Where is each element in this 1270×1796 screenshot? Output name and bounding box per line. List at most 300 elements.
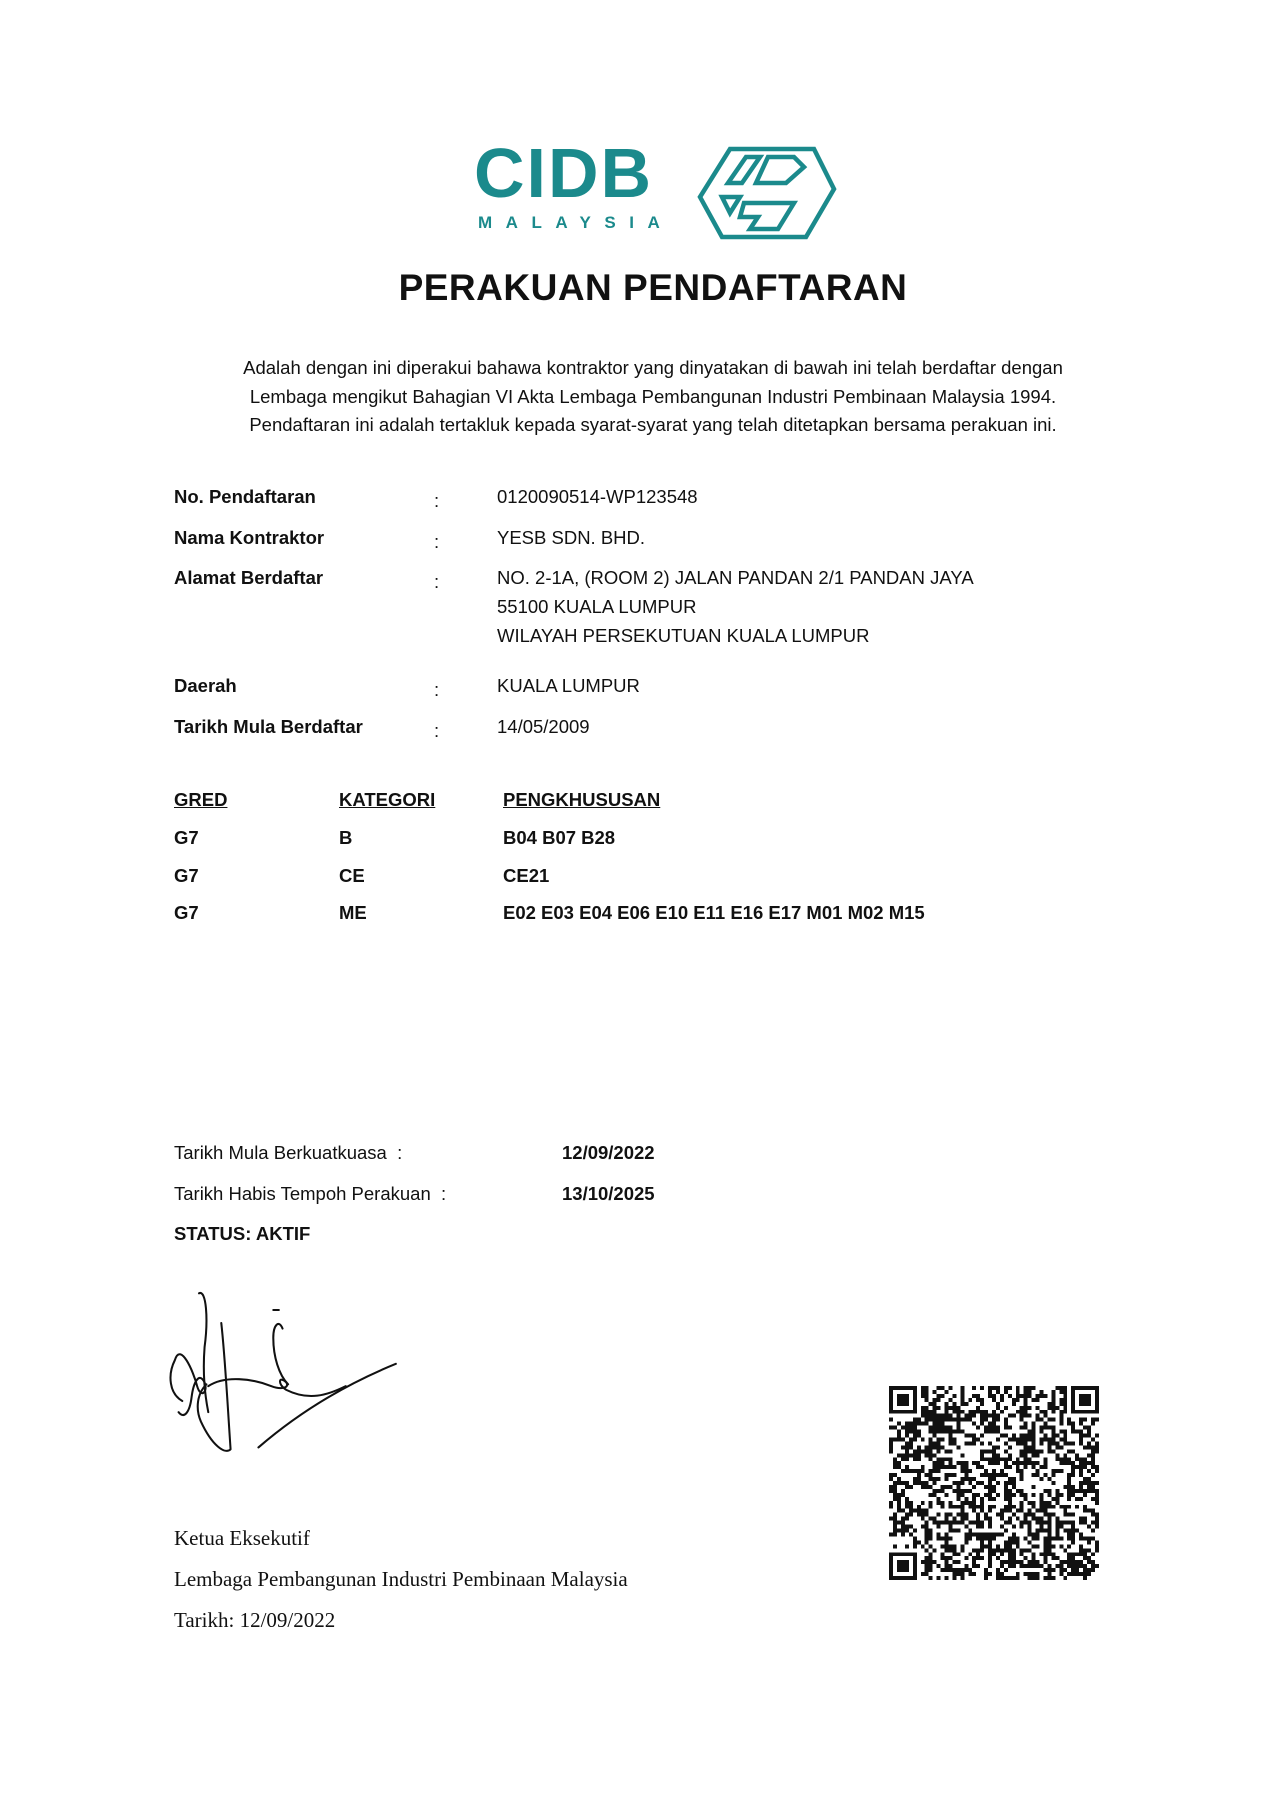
qr-module <box>937 1576 941 1580</box>
qr-module <box>933 1481 937 1485</box>
qr-module <box>945 1556 949 1560</box>
qr-module <box>976 1517 980 1521</box>
qr-module <box>901 1394 905 1398</box>
qr-module <box>976 1398 980 1402</box>
qr-module <box>913 1426 917 1430</box>
signatory-title: Ketua Eksekutif <box>174 1526 310 1550</box>
qr-module <box>897 1552 901 1556</box>
qr-module <box>988 1457 992 1461</box>
qr-module <box>1008 1497 1012 1501</box>
qr-module <box>917 1540 921 1544</box>
qr-module <box>905 1564 909 1568</box>
address-line: WILAYAH PERSEKUTUAN KUALA LUMPUR <box>497 625 870 646</box>
qr-module <box>929 1445 933 1449</box>
qr-module <box>909 1430 913 1434</box>
qr-module <box>913 1394 917 1398</box>
qr-module <box>952 1505 956 1509</box>
qr-module <box>941 1544 945 1548</box>
qr-module <box>1095 1497 1099 1501</box>
qr-module <box>945 1402 949 1406</box>
qr-module <box>941 1430 945 1434</box>
qr-module <box>992 1453 996 1457</box>
qr-module <box>913 1509 917 1513</box>
qr-module <box>897 1398 901 1402</box>
qr-module <box>897 1521 901 1525</box>
qr-module <box>1040 1390 1044 1394</box>
qr-module <box>933 1402 937 1406</box>
qr-module <box>952 1521 956 1525</box>
qr-module <box>976 1394 980 1398</box>
qr-module <box>1043 1509 1047 1513</box>
qr-module <box>1028 1548 1032 1552</box>
qr-module <box>933 1418 937 1422</box>
qr-module <box>948 1441 952 1445</box>
qr-module <box>1047 1568 1051 1572</box>
qr-module <box>968 1568 972 1572</box>
qr-module <box>897 1564 901 1568</box>
cell-kategori: B <box>339 827 353 848</box>
qr-module <box>905 1445 909 1449</box>
qr-module <box>909 1386 913 1390</box>
qr-module <box>948 1501 952 1505</box>
qr-module <box>893 1386 897 1390</box>
qr-module <box>952 1552 956 1556</box>
qr-module <box>941 1489 945 1493</box>
qr-module <box>945 1560 949 1564</box>
qr-module <box>1004 1505 1008 1509</box>
qr-module <box>893 1481 897 1485</box>
qr-module <box>1020 1509 1024 1513</box>
qr-module <box>1055 1489 1059 1493</box>
qr-module <box>921 1422 925 1426</box>
qr-module <box>889 1402 893 1406</box>
qr-module <box>1079 1386 1083 1390</box>
qr-module <box>1087 1410 1091 1414</box>
qr-module <box>988 1473 992 1477</box>
qr-module <box>1032 1560 1036 1564</box>
qr-module <box>1004 1465 1008 1469</box>
qr-module <box>1016 1544 1020 1548</box>
qr-module <box>1079 1473 1083 1477</box>
qr-module <box>1008 1505 1012 1509</box>
qr-module <box>1059 1422 1063 1426</box>
qr-module <box>917 1477 921 1481</box>
qr-module <box>1024 1434 1028 1438</box>
qr-module <box>1051 1481 1055 1485</box>
qr-module <box>1004 1426 1008 1430</box>
qr-module <box>1095 1398 1099 1402</box>
qr-module <box>1040 1521 1044 1525</box>
qr-module <box>1020 1525 1024 1529</box>
qr-module <box>901 1453 905 1457</box>
qr-module <box>960 1576 964 1580</box>
header-pengkhususan: PENGKHUSUSAN <box>503 789 661 810</box>
qr-module <box>1024 1556 1028 1560</box>
qr-module <box>905 1529 909 1533</box>
qr-module <box>1087 1441 1091 1445</box>
qr-module <box>956 1414 960 1418</box>
colon: : <box>434 571 440 592</box>
qr-module <box>956 1521 960 1525</box>
qr-module <box>1008 1457 1012 1461</box>
qr-module <box>1016 1469 1020 1473</box>
qr-module <box>996 1457 1000 1461</box>
qr-module <box>1016 1410 1020 1414</box>
qr-module <box>901 1509 905 1513</box>
qr-module <box>996 1390 1000 1394</box>
qr-module <box>1024 1461 1028 1465</box>
qr-module <box>889 1445 893 1449</box>
qr-module <box>1071 1394 1075 1398</box>
qr-module <box>1008 1489 1012 1493</box>
qr-module <box>1040 1418 1044 1422</box>
qr-module <box>1067 1560 1071 1564</box>
qr-module <box>1059 1572 1063 1576</box>
qr-module <box>925 1525 929 1529</box>
qr-module <box>1028 1564 1032 1568</box>
qr-module <box>925 1418 929 1422</box>
qr-module <box>945 1406 949 1410</box>
qr-module <box>889 1426 893 1430</box>
qr-module <box>1083 1394 1087 1398</box>
qr-module <box>937 1489 941 1493</box>
qr-module <box>901 1517 905 1521</box>
qr-module <box>1047 1544 1051 1548</box>
qr-module <box>905 1552 909 1556</box>
qr-module <box>952 1394 956 1398</box>
qr-module <box>929 1560 933 1564</box>
qr-module <box>996 1513 1000 1517</box>
qr-module <box>988 1493 992 1497</box>
qr-module <box>937 1532 941 1536</box>
qr-module <box>1067 1564 1071 1568</box>
qr-module <box>1000 1473 1004 1477</box>
qr-module <box>1063 1398 1067 1402</box>
qr-module <box>901 1469 905 1473</box>
qr-module <box>988 1505 992 1509</box>
qr-module <box>1067 1521 1071 1525</box>
qr-module <box>941 1422 945 1426</box>
qr-module <box>1063 1386 1067 1390</box>
qr-module <box>1079 1560 1083 1564</box>
cidb-logo-subtitle: MALAYSIA <box>478 213 674 232</box>
qr-module <box>1028 1394 1032 1398</box>
qr-module <box>992 1445 996 1449</box>
qr-module <box>976 1461 980 1465</box>
qr-module <box>913 1540 917 1544</box>
qr-module <box>1067 1481 1071 1485</box>
qr-module <box>1091 1457 1095 1461</box>
qr-module <box>996 1572 1000 1576</box>
qr-module <box>1024 1437 1028 1441</box>
qr-module <box>1043 1422 1047 1426</box>
qr-module <box>1016 1457 1020 1461</box>
qr-module <box>1051 1536 1055 1540</box>
qr-module <box>1043 1576 1047 1580</box>
qr-module <box>1032 1465 1036 1469</box>
qr-module <box>952 1441 956 1445</box>
qr-module <box>913 1402 917 1406</box>
qr-module <box>992 1398 996 1402</box>
qr-module <box>952 1576 956 1580</box>
qr-module <box>913 1430 917 1434</box>
qr-module <box>984 1418 988 1422</box>
qr-module <box>988 1552 992 1556</box>
qr-module <box>1087 1469 1091 1473</box>
qr-module <box>980 1497 984 1501</box>
qr-module <box>980 1457 984 1461</box>
qr-module <box>1024 1465 1028 1469</box>
qr-module <box>952 1465 956 1469</box>
registration-start-value: 14/05/2009 <box>497 716 590 737</box>
qr-module <box>933 1477 937 1481</box>
qr-module <box>1051 1513 1055 1517</box>
qr-module <box>984 1493 988 1497</box>
qr-module <box>964 1564 968 1568</box>
qr-module <box>941 1414 945 1418</box>
qr-module <box>1028 1529 1032 1533</box>
qr-module <box>925 1390 929 1394</box>
qr-module <box>1032 1461 1036 1465</box>
qr-module <box>976 1548 980 1552</box>
qr-module <box>893 1513 897 1517</box>
qr-module <box>1059 1525 1063 1529</box>
qr-module <box>952 1529 956 1533</box>
qr-module <box>1020 1560 1024 1564</box>
qr-module <box>1012 1505 1016 1509</box>
qr-module <box>1079 1532 1083 1536</box>
qr-module <box>905 1386 909 1390</box>
qr-module <box>960 1465 964 1469</box>
qr-module <box>893 1465 897 1469</box>
qr-module <box>1087 1461 1091 1465</box>
qr-module <box>1020 1410 1024 1414</box>
qr-module <box>1036 1521 1040 1525</box>
intro-line: Adalah dengan ini diperakui bahawa kontraktor yang dinyatakan di bawah ini telah berdaftar dengan <box>243 357 1063 378</box>
qr-module <box>956 1418 960 1422</box>
qr-module <box>1012 1437 1016 1441</box>
qr-module <box>1000 1560 1004 1564</box>
qr-module <box>1051 1576 1055 1580</box>
qr-module <box>1040 1441 1044 1445</box>
qr-module <box>1032 1485 1036 1489</box>
qr-module <box>933 1469 937 1473</box>
qr-module <box>984 1544 988 1548</box>
qr-module <box>1071 1449 1075 1453</box>
qr-module <box>925 1406 929 1410</box>
address-label: Alamat Berdaftar <box>174 567 324 588</box>
qr-module <box>917 1422 921 1426</box>
qr-module <box>901 1398 905 1402</box>
qr-module <box>1059 1457 1063 1461</box>
qr-module <box>1016 1576 1020 1580</box>
qr-module <box>909 1485 913 1489</box>
address-line: 55100 KUALA LUMPUR <box>497 596 697 617</box>
qr-module <box>1000 1564 1004 1568</box>
qr-module <box>937 1414 941 1418</box>
qr-module <box>941 1465 945 1469</box>
qr-module <box>976 1564 980 1568</box>
qr-module <box>1051 1437 1055 1441</box>
qr-module <box>1071 1430 1075 1434</box>
qr-module <box>968 1434 972 1438</box>
qr-module <box>933 1410 937 1414</box>
qr-module <box>937 1525 941 1529</box>
qr-module <box>1016 1390 1020 1394</box>
qr-module <box>929 1441 933 1445</box>
qr-module <box>937 1394 941 1398</box>
qr-module <box>905 1465 909 1469</box>
qr-module <box>1095 1449 1099 1453</box>
qr-module <box>1083 1517 1087 1521</box>
qr-module <box>1063 1485 1067 1489</box>
qr-module <box>1016 1465 1020 1469</box>
qr-module <box>1032 1441 1036 1445</box>
qr-module <box>1016 1560 1020 1564</box>
qr-module <box>1067 1457 1071 1461</box>
qr-module <box>1047 1513 1051 1517</box>
qr-module <box>905 1525 909 1529</box>
qr-module <box>948 1406 952 1410</box>
qr-module <box>1008 1552 1012 1556</box>
qr-module <box>909 1532 913 1536</box>
qr-module <box>1079 1398 1083 1402</box>
qr-module <box>1079 1485 1083 1489</box>
qr-module <box>937 1521 941 1525</box>
qr-module <box>1016 1517 1020 1521</box>
effective-from-label: Tarikh Mula Berkuatkuasa : <box>174 1142 403 1163</box>
qr-module <box>1091 1552 1095 1556</box>
qr-module <box>889 1437 893 1441</box>
qr-module <box>960 1394 964 1398</box>
qr-module <box>1028 1434 1032 1438</box>
qr-module <box>948 1485 952 1489</box>
qr-module <box>1063 1390 1067 1394</box>
qr-module <box>937 1465 941 1469</box>
qr-module <box>1028 1390 1032 1394</box>
qr-module <box>988 1572 992 1576</box>
qr-module <box>1000 1525 1004 1529</box>
qr-module <box>1083 1410 1087 1414</box>
qr-module <box>1020 1505 1024 1509</box>
qr-module <box>937 1497 941 1501</box>
qr-module <box>1083 1521 1087 1525</box>
qr-module <box>992 1386 996 1390</box>
qr-module <box>972 1434 976 1438</box>
qr-module <box>889 1410 893 1414</box>
qr-module <box>917 1509 921 1513</box>
qr-module <box>1040 1410 1044 1414</box>
qr-module <box>964 1532 968 1536</box>
qr-module <box>913 1568 917 1572</box>
qr-module <box>1059 1560 1063 1564</box>
qr-module <box>968 1441 972 1445</box>
effective-from-value: 12/09/2022 <box>562 1142 655 1163</box>
qr-module <box>948 1461 952 1465</box>
qr-module <box>1091 1536 1095 1540</box>
qr-module <box>960 1398 964 1402</box>
qr-module <box>945 1430 949 1434</box>
qr-module <box>1012 1493 1016 1497</box>
qr-module <box>948 1564 952 1568</box>
qr-module <box>976 1536 980 1540</box>
qr-module <box>945 1576 949 1580</box>
qr-module <box>988 1441 992 1445</box>
qr-module <box>925 1560 929 1564</box>
qr-module <box>984 1473 988 1477</box>
qr-module <box>1032 1544 1036 1548</box>
qr-module <box>960 1469 964 1473</box>
qr-module <box>1000 1509 1004 1513</box>
qr-module <box>893 1410 897 1414</box>
qr-module <box>1028 1406 1032 1410</box>
qr-module <box>960 1453 964 1457</box>
qr-module <box>937 1406 941 1410</box>
qr-module <box>1079 1465 1083 1469</box>
qr-module <box>1095 1481 1099 1485</box>
qr-module <box>901 1410 905 1414</box>
qr-module <box>1032 1449 1036 1453</box>
qr-module <box>1043 1501 1047 1505</box>
qr-module <box>1051 1394 1055 1398</box>
qr-module <box>1000 1517 1004 1521</box>
qr-module <box>1040 1509 1044 1513</box>
qr-module <box>948 1568 952 1572</box>
qr-module <box>933 1434 937 1438</box>
qr-module <box>1043 1544 1047 1548</box>
qr-module <box>1079 1548 1083 1552</box>
qr-module <box>937 1441 941 1445</box>
qr-module <box>1024 1441 1028 1445</box>
qr-module <box>964 1513 968 1517</box>
qr-module <box>1083 1556 1087 1560</box>
qr-module <box>1063 1461 1067 1465</box>
qr-module <box>1083 1445 1087 1449</box>
qr-module <box>948 1437 952 1441</box>
qr-module <box>984 1449 988 1453</box>
qr-module <box>1079 1430 1083 1434</box>
qr-module <box>960 1418 964 1422</box>
qr-module <box>964 1469 968 1473</box>
qr-module <box>1024 1572 1028 1576</box>
qr-module <box>968 1501 972 1505</box>
expiry-value: 13/10/2025 <box>562 1183 655 1204</box>
qr-module <box>929 1402 933 1406</box>
qr-module <box>984 1426 988 1430</box>
qr-module <box>988 1509 992 1513</box>
qr-module <box>945 1532 949 1536</box>
qr-module <box>889 1441 893 1445</box>
qr-module <box>1067 1418 1071 1422</box>
qr-module <box>897 1477 901 1481</box>
qr-module <box>1043 1560 1047 1564</box>
qr-module <box>956 1422 960 1426</box>
cidb-logo-wordmark: CIDB <box>474 134 654 212</box>
qr-module <box>901 1560 905 1564</box>
qr-module <box>1087 1481 1091 1485</box>
cell-kategori: ME <box>339 902 367 923</box>
qr-module <box>1000 1410 1004 1414</box>
qr-module <box>972 1497 976 1501</box>
qr-module <box>1083 1572 1087 1576</box>
qr-module <box>1051 1390 1055 1394</box>
qr-module <box>905 1485 909 1489</box>
qr-module <box>909 1509 913 1513</box>
qr-module <box>964 1434 968 1438</box>
qr-module <box>1020 1501 1024 1505</box>
qr-module <box>897 1437 901 1441</box>
qr-module <box>1028 1414 1032 1418</box>
